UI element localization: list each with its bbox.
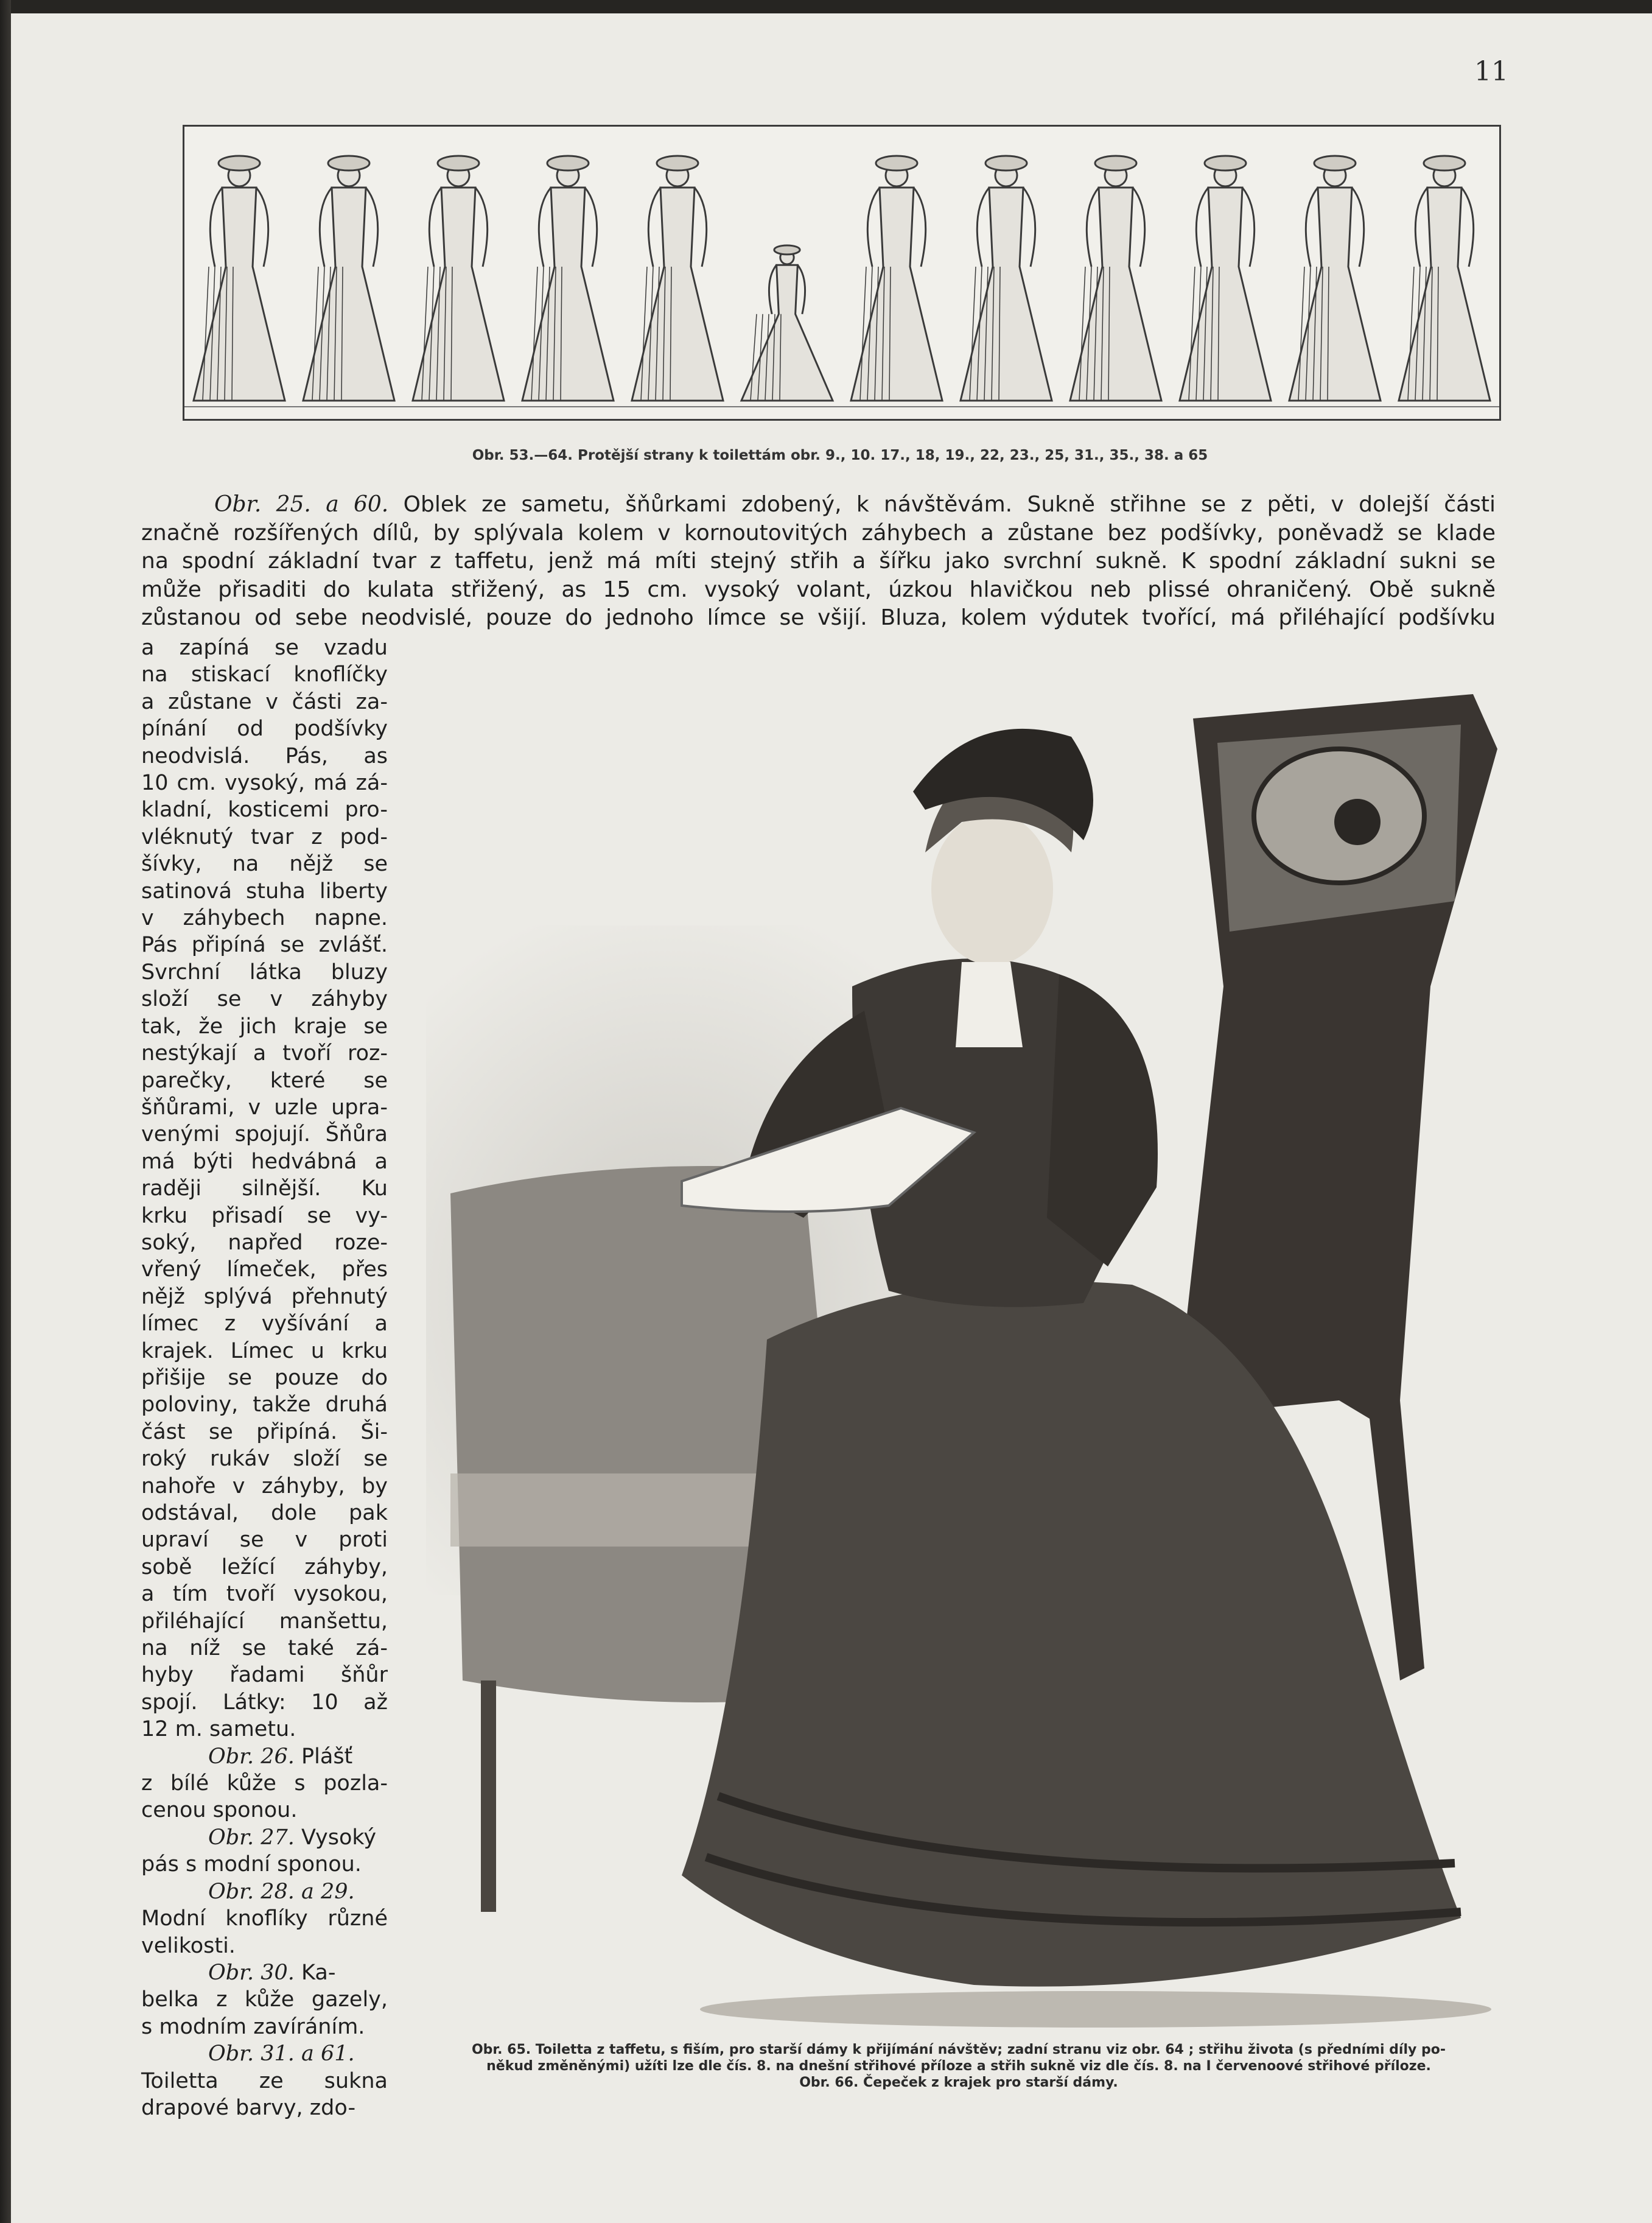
column-line: z bílé kůže s pozla- [141,1771,388,1796]
column-line: raději silnější. Ku [141,1176,388,1201]
figure-reference: Obr. 27. [208,1825,295,1850]
fashion-figure [851,156,942,401]
column-line: parečky, které se [141,1068,388,1093]
intro-line: zůstanou od sebe neodvislé, pouze do jednoho límce se všijí. Bluza, kolem výdutek tvořící, má přiléhající podšívku [141,605,1496,630]
column-entry-heading: Obr. 26. Plášť [208,1744,353,1769]
column-line: v záhybech napne. [141,906,388,931]
column-line: límec z vyšívání a [141,1312,388,1336]
column-line: satinová stuha liberty [141,879,388,904]
column-line: 10 cm. vysoký, má zá- [141,771,388,796]
fashion-figure [413,156,504,401]
column-line: část se připíná. Ši- [141,1419,388,1444]
column-line: Toiletta ze sukna [141,2068,388,2093]
fashion-figures-illustration [184,127,1499,419]
column-line: odstával, dole pak [141,1501,388,1525]
fashion-figure [1289,156,1381,401]
column-line: s modním zavíráním. [141,2014,365,2039]
fashion-figure [741,245,833,401]
column-line: vřený límeček, přes [141,1257,388,1282]
column-line: tak, že jich kraje se [141,1014,388,1039]
page-number: 11 [1474,56,1508,87]
column-line: na níž se také zá- [141,1636,388,1661]
figure-reference: Obr. 30. [208,1960,295,1985]
column-line: krku přisadí se vy- [141,1203,388,1228]
figure-reference: Obr. 26. [208,1744,295,1769]
fashion-figure [632,156,723,401]
column-line: a zapíná se vzadu [141,636,388,660]
figure-reference: Obr. 28. a 29. [208,1879,355,1904]
caption-line: Obr. 66. Čepeček z krajek pro starší dámy. [799,2075,1118,2090]
sleeve-right [1047,974,1158,1266]
column-line: nějž splývá přehnutý [141,1284,388,1309]
fashion-figure [522,156,614,401]
column-line: sobě ležící záhyby, [141,1554,388,1579]
column-line: Pás připíná se zvlášť. [141,933,388,958]
column-line: drapové barvy, zdo- [141,2095,356,2120]
column-line: cenou sponou. [141,1798,298,1823]
intro-line: na spodní základní tvar z taffetu, jenž má míti stejný střih a šířku jako svrchní sukně. K spodní základní sukni se [141,549,1496,574]
column-line: vléknutý tvar z pod- [141,824,388,849]
plate-caption: Obr. 53.—64. Protější strany k toilettám obr. 9., 10. 17., 18, 19., 22, 23., 25, 31., 35., 38. a 65 [472,448,1208,463]
fashion-figure [303,156,394,401]
column-line: velikosti. [141,1933,236,1958]
column-line: nestýkají a tvoří roz- [141,1041,388,1066]
column-line: spojí. Látky: 10 až [141,1690,388,1715]
figure-reference: Obr. 31. a 61. [208,2042,355,2067]
main-illustration-seated-lady [426,670,1510,2034]
column-entry-heading [141,1878,388,1905]
column-line: šňůrami, v uzle upra- [141,1095,388,1120]
column-line: Svrchní látka bluzy [141,960,388,985]
column-line: pás s modní sponou. [141,1852,362,1877]
fashion-figure [961,156,1052,401]
caption-line: někud změněnými) užíti lze dle čís. 8. na dnešní střihové příloze a střih sukně viz dle čís. 8. na I červenoové střihové příloze. [486,2059,1431,2074]
fashion-plate-back-views [183,125,1501,421]
column-line: 12 m. sametu. [141,1717,296,1742]
face [931,813,1053,965]
intro-line: může přisaditi do kulata střižený, as 15 cm. vysoký volant, úzkou hlavičkou neb plissé ohraničený. Obě sukně [141,577,1496,602]
figure-reference: Obr. 25. a 60. [214,492,389,517]
column-line: soký, napřed roze- [141,1230,388,1255]
column-line: přišije se pouze do [141,1365,388,1390]
column-line: venými spojují. Šňůra [141,1122,388,1147]
column-line: hyby řadami šňůr [141,1663,388,1688]
scan-spine-edge [0,0,11,2223]
figure-caption [399,2042,1519,2091]
intro-paragraph [141,491,1496,633]
caption-line: Obr. 65. Toiletta z taffetu, s fiším, pro starší dámy k přijímání návštěv; zadní stranu viz obr. 64 ; střihu života (s předními díly po- [471,2042,1446,2057]
column-line: krajek. Límec u krku [141,1338,388,1363]
scan-top-edge [0,0,1652,13]
column-line: nahoře v záhyby, by [141,1473,388,1498]
column-line: belka z kůže gazely, [141,1987,388,2012]
fashion-figure [1180,156,1271,401]
column-line: přiléhající manšettu, [141,1609,388,1634]
column-line: poloviny, takže druhá [141,1392,388,1417]
column-line: šívky, na nějž se [141,852,388,877]
column-line: kladní, kosticemi pro- [141,798,388,823]
column-line: roký rukáv složí se [141,1447,388,1472]
column-line: upraví se v proti [141,1528,388,1553]
column-line: má býti hedvábná a [141,1149,388,1174]
column-entry-heading: Obr. 30. Ka- [208,1960,336,1985]
column-line: Modní knoflíky různé [141,1906,388,1931]
column-line: a zůstane v části za- [141,689,388,714]
fashion-figure [194,156,285,401]
column-line: na stiskací knoflíčky [141,662,388,687]
left-text-column [141,634,388,2121]
column-line: pínání od podšívky [141,717,388,742]
woman-reading-at-table-illustration [426,670,1510,2034]
column-line: složí se v záhyby [141,987,388,1012]
column-entry-heading: Obr. 27. Vysoký [208,1825,377,1850]
intro-line: značně rozšířených dílů, by splývala kolem v kornoutovitých záhybech a zůstane bez podšívky, poněvadž se klade [141,520,1496,546]
column-line: neodvislá. Pás, as [141,743,388,768]
intro-line: Obr. 25. a 60. Oblek ze sametu, šňůrkami zdobený, k návštěvám. Sukně střihne se z pěti, v dolejší části [214,492,1496,517]
column-line: a tím tvoří vysokou, [141,1582,388,1607]
column-entry-heading [141,2040,388,2067]
fashion-figure [1070,156,1161,401]
fashion-figure [1399,156,1490,401]
